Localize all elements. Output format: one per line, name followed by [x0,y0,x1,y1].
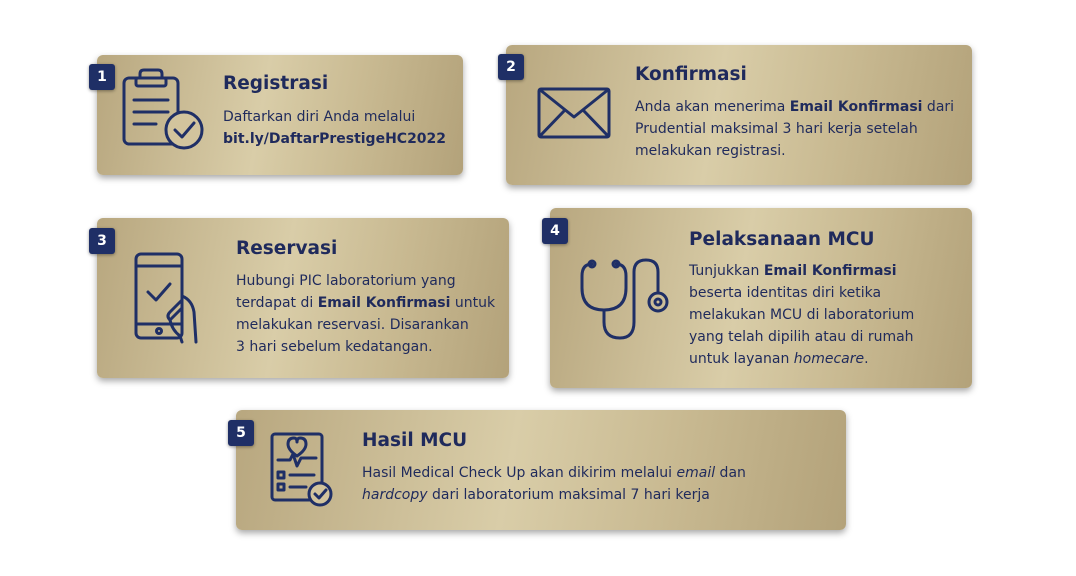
step-title: Reservasi [236,238,338,259]
step-number-badge: 5 [228,420,254,446]
step-description: Anda akan menerima Email Konfirmasi dari Prudential maksimal 3 hari kerja setelah melakukan registrasi. [635,99,955,159]
step-number-badge: 2 [498,54,524,80]
step-title: Pelaksanaan MCU [689,229,875,250]
step-title: Konfirmasi [635,64,747,85]
step-description: Tunjukkan Email Konfirmasi beserta identitas diri ketika melakukan MCU di laboratorium yang telah dipilih atau di rumah untuk layanan homecare. [689,263,915,367]
step-number-badge: 3 [89,228,115,254]
step-description: Hasil Medical Check Up akan dikirim melalui email dan hardcopy dari laboratorium maksimal 7 hari kerja [362,465,746,503]
step-number-badge: 1 [89,64,115,90]
step-title: Registrasi [223,73,329,94]
step-description [223,106,446,150]
medical-report-icon [268,430,338,510]
clipboard-check-icon [118,68,208,156]
envelope-icon [537,87,611,139]
step-description: Hubungi PIC laboratorium yang terdapat di Email Konfirmasi untuk melakukan reservasi. Disarankan 3 hari sebelum kedatangan. [236,273,496,355]
registration-link[interactable]: bit.ly/DaftarPrestigeHC2022 [223,131,447,147]
step-number-badge: 4 [542,218,568,244]
desc-line: Daftarkan diri Anda melalui [223,109,416,125]
step-title: Hasil MCU [362,430,468,451]
phone-check-icon [130,250,202,346]
stethoscope-icon [578,252,670,344]
